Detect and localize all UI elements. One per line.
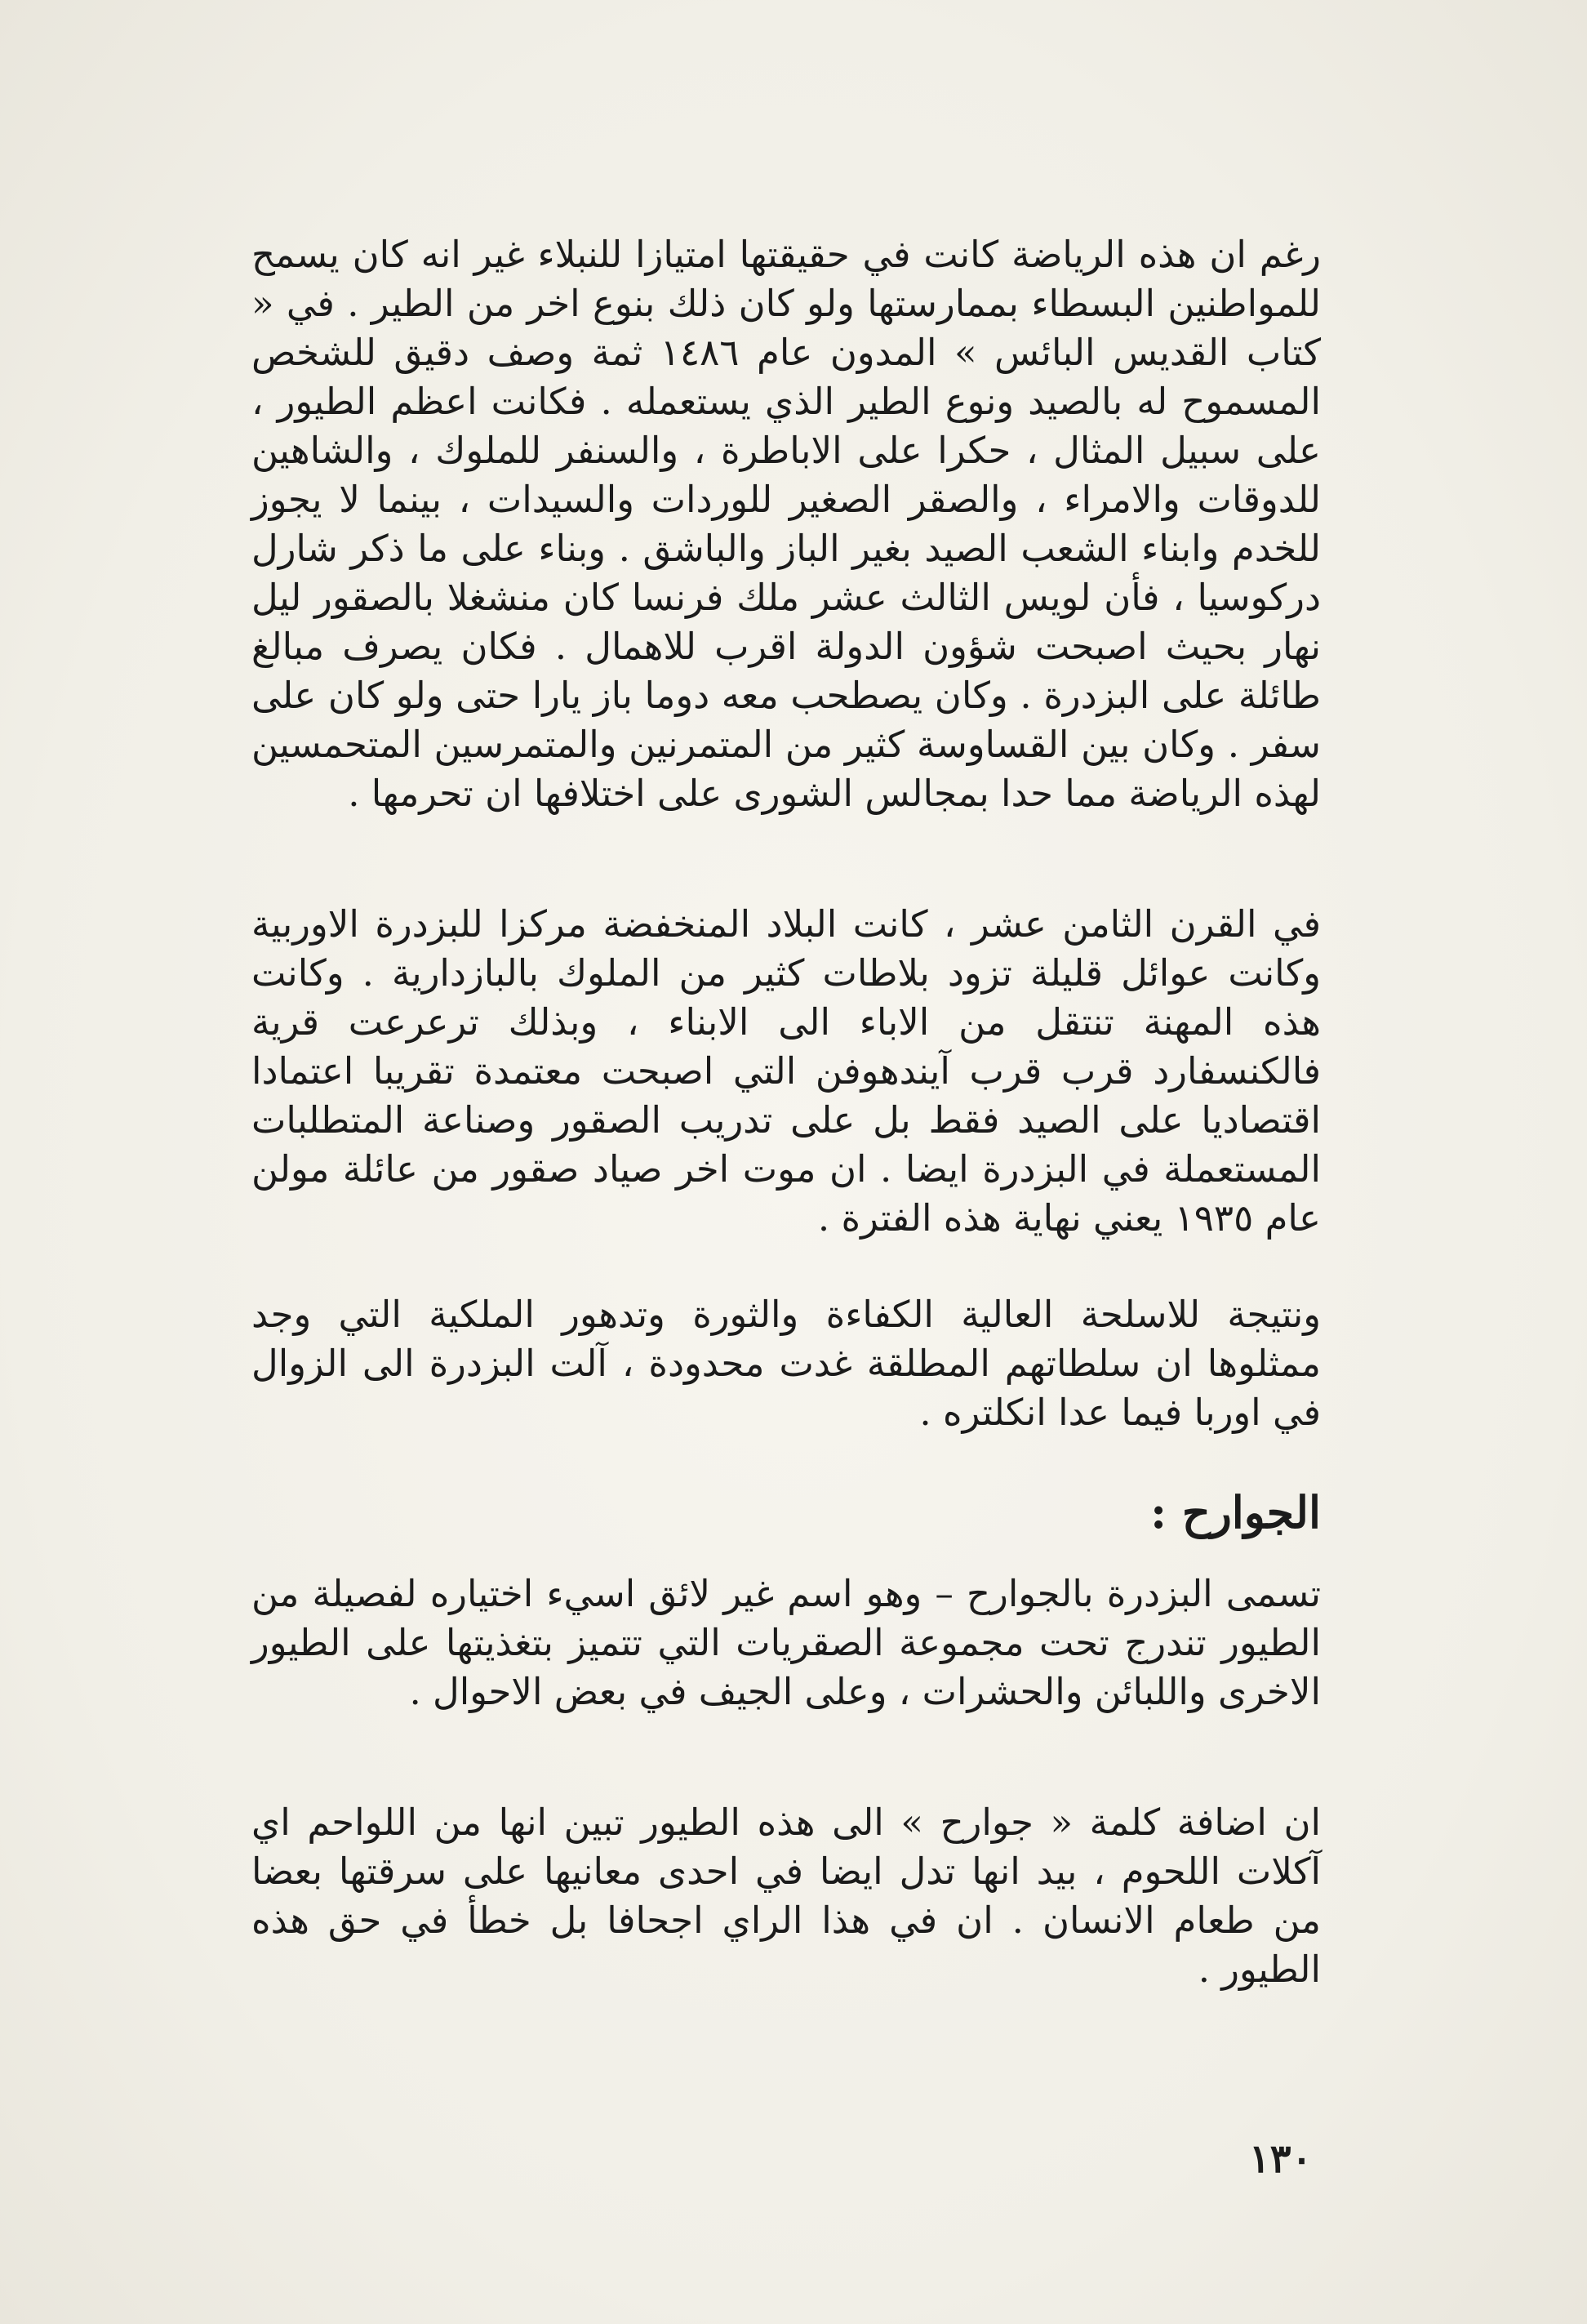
paragraph-falconry-privilege: رغم ان هذه الرياضة كانت في حقيقتها امتيازا للنبلاء غير انه كان يسمح للمواطنين البسطاء بممارستها ولو كان ذلك بنوع اخر من الطير . في « كتاب القديس البائس » المدون عام ١٤٨٦ ثمة وصف دقيق للشخص المسموح له بالصيد ونوع الطير الذي يستعمله . فكانت اعظم الطيور ، على سبيل المثال ، حكرا على الاباطرة ، والسنفر للملوك ، والشاهين للدوقات والامراء ، والصقر الصغير للوردات والسيدات ، بينما لا يجوز للخدم وابناء الشعب الصيد بغير الباز والباشق . وبناء على ما ذكر شارل دركوسيا ، فأن لويس الثالث عشر ملك فرنسا كان منشغلا بالصقور ليل نهار بحيث اصبحت شؤون الدولة اقرب للاهمال . فكان يصرف مبالغ طائلة على البزدرة . وكان يصطحب معه دوما باز يارا حتى ولو كان على سفر . وكان بين القساوسة كثير من المتمرنين والمتمرسين المتحمسين لهذه الرياضة مما حدا بمجالس الشورى على اختلافها ان تحرمها .	[251, 233, 1322, 815]
paragraph-word-jawarih: ان اضافة كلمة « جوارح » الى هذه الطيور تبين انها من اللواحم اي آكلات اللحوم ، بيد انها تدل ايضا في احدى معانيها على سرقتها بعضا من طعام الانسان . ان في هذا الراي اجحافا بل خطأ في حق هذه الطيور .	[251, 1801, 1321, 1991]
paragraph-naming-raptors: تسمى البزدرة بالجوارح – وهو اسم غير لائق اسيء اختياره لفصيلة من الطيور تندرج تحت مجموعة الصقريات التي تتميز بتغذيتها على الطيور الاخرى واللبائن والحشرات ، وعلى الجيف في بعض الاحوال .	[251, 1572, 1321, 1713]
paragraph-eighteenth-century: في القرن الثامن عشر ، كانت البلاد المنخفضة مركزا للبزدرة الاوربية وكانت عوائل قليلة تزود بلاطات كثير من الملوك بالبازدارية . وكانت هذه المهنة تنتقل من الاباء الى الابناء ، وبذلك ترعرعت قرية فالكنسفارد قرب قرب آيندهوفن التي اصبحت معتمدة تقريبا اعتمادا اقتصاديا على الصيد فقط بل على تدريب الصقور وصناعة المتطلبات المستعملة في البزدرة ايضا . ان موت اخر صياد صقور من عائلة مولن عام ١٩٣٥ يعني نهاية هذه الفترة .	[251, 902, 1321, 1240]
paragraph-decline-of-falconry: ونتيجة للاسلحة العالية الكفاءة والثورة وتدهور الملكية التي وجد ممثلوها ان سلطاتهم المطلقة غدت محدودة ، آلت البزدرة الى الزوال في اوربا فيما عدا انكلتره .	[251, 1293, 1321, 1434]
section-heading: الجوارح :	[1150, 1486, 1321, 1538]
page-number: ١٣٠	[1249, 2136, 1313, 2182]
